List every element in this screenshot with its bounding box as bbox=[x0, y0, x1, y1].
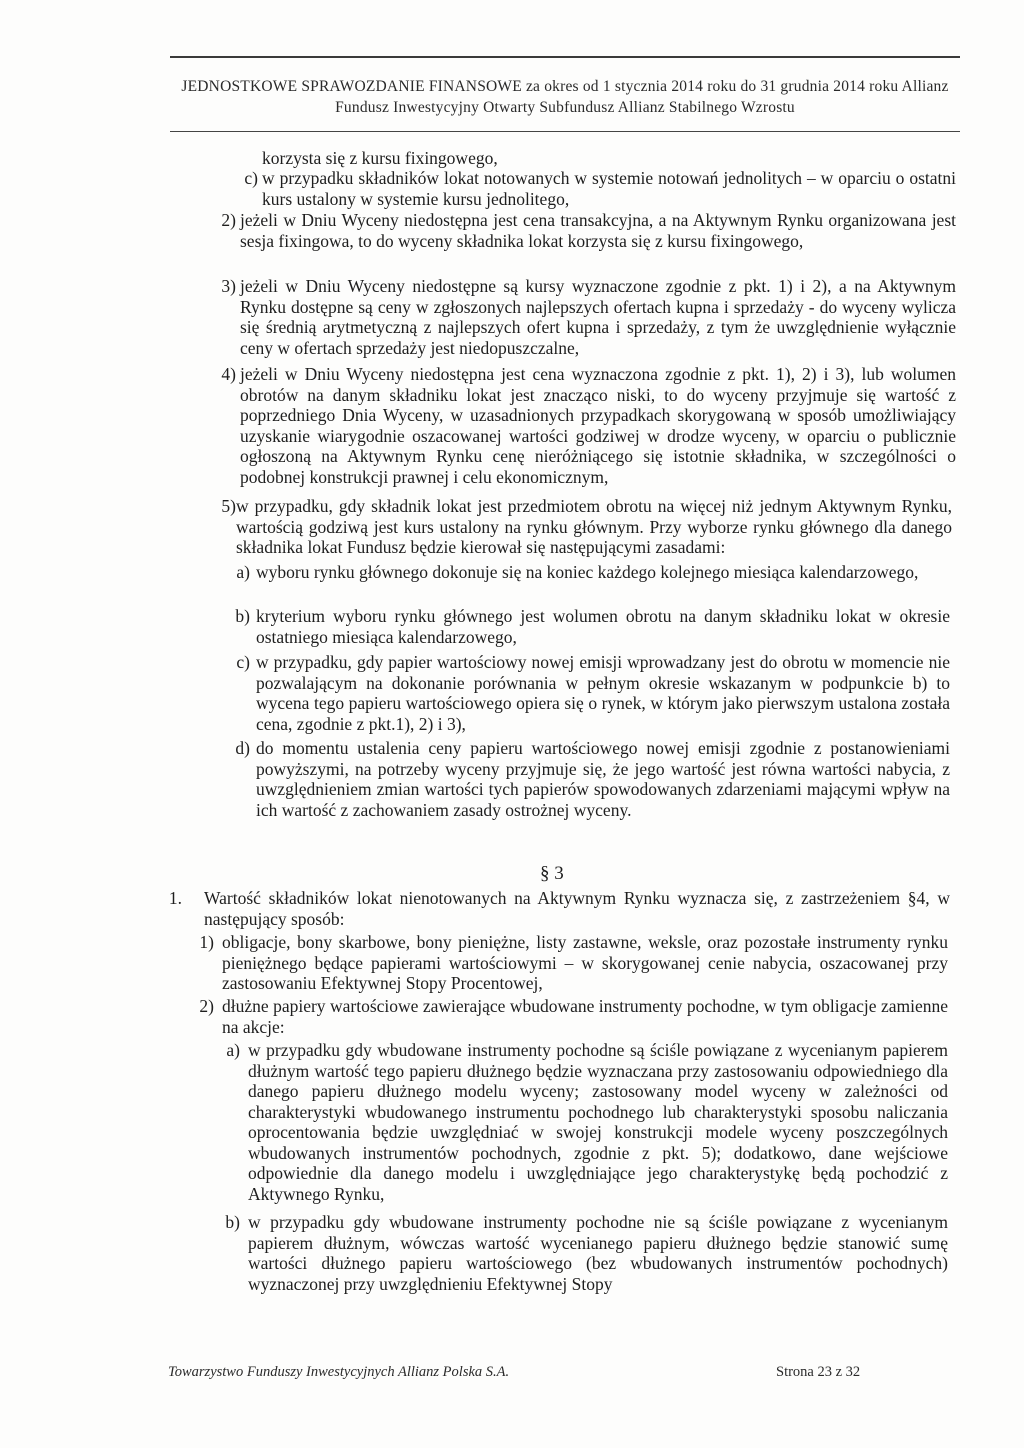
para-1-item-2-text: dłużne papiery wartościowe zawierające wbudowane instrumenty pochodne, w tym obligacje zamienne na akcje: bbox=[222, 996, 948, 1037]
item-4-label: 4) bbox=[221, 364, 236, 384]
item-5c-label: c) bbox=[236, 652, 250, 672]
para-1-label: 1. bbox=[168, 888, 182, 908]
item-3-label: 3) bbox=[221, 276, 236, 296]
item-2-label: 2) bbox=[221, 210, 236, 230]
para-1-item-2b-label: b) bbox=[225, 1212, 240, 1232]
item-5b-label: b) bbox=[235, 606, 250, 626]
item-5d-text: do momentu ustalenia ceny papieru wartościowego nowej emisji zgodnie z postanowieniami powyższymi, na potrzeby wyceny przyjmuje się, że jego wartość jest równa wartości nabycia, z uwzględnieniem zmian wartości tych papierów spowodowanych zdarzeniami mającymi wpływ na ich wartość z zachowaniem zasady ostrożnej wyceny. bbox=[256, 738, 950, 820]
item-2-text: jeżeli w Dniu Wyceny niedostępna jest cena transakcyjna, a na Aktywnym Rynku organizowana jest sesja fixingowa, to do wyceny składnika lokat korzysta się z kursu fixingowego, bbox=[240, 210, 956, 251]
para-1-item-1-text: obligacje, bony skarbowe, bony pieniężne, listy zastawne, weksle, oraz pozostałe instrumenty rynku pieniężnego będące papierami wartościowymi – w skorygowanej cenie nabycia, oszacowanej przy zastosowaniu Efektywnej Stopy Procentowej, bbox=[222, 932, 948, 993]
item-5c-text: w przypadku, gdy papier wartościowy nowej emisji wprowadzany jest do obrotu w momencie nie pozwalającym na dokonanie porównania w pełnym okresie wskazanym w podpunkcie b) to wycena tego papieru wartościowego opiera się o rynek, w którym jako pierwszym ustalona została cena, zgodnie z pkt.1), 2) i 3), bbox=[256, 652, 950, 734]
item-c-label: c) bbox=[244, 168, 258, 188]
item-c-text: w przypadku składników lokat notowanych w systemie notowań jednolitych – w oparciu o ostatni kurs ustalony w systemie kursu jednolitego, bbox=[262, 168, 956, 209]
para-1-item-2a-label: a) bbox=[226, 1040, 240, 1060]
para-1-item-2b-text: w przypadku gdy wbudowane instrumenty pochodne nie są ściśle powiązane z wycenianym papierem dłużnym, wówczas wartość wycenianego papieru dłużnego będzie stanowić sumę wartości dłużnego papieru wartościowego (bez wbudowanych instrumentów pochodnych) wyznaczonej przy uwzględnieniu Efektywnej Stopy bbox=[248, 1212, 948, 1294]
item-5a-label: a) bbox=[236, 562, 250, 582]
item-3-text: jeżeli w Dniu Wyceny niedostępne są kursy wyznaczone zgodnie z pkt. 1) i 2), a na Aktywnym Rynku dostępne są ceny w zgłoszonych najlepszych ofertach kupna i sprzedaży - do wyceny wylicza się średnią arytmetyczną z najlepszych ofert kupna i sprzedaży, z tym że uwzględnienie wyłącznie ceny w ofertach sprzedaży jest niedopuszczalne, bbox=[240, 276, 956, 358]
para-1-item-1-label: 1) bbox=[199, 932, 214, 952]
footer-page-number: Strona 23 z 32 bbox=[776, 1364, 861, 1380]
item-5-text: w przypadku, gdy składnik lokat jest przedmiotem obrotu na więcej niż jednym Aktywnym Rynku, wartością godziwą jest kurs ustalony na rynku głównym. Przy wyborze rynku głównego dla danego składnika lokat Fundusz będzie kierował się następującymi zasadami: bbox=[236, 496, 952, 557]
item-5-label: 5) bbox=[221, 496, 236, 516]
page-header bbox=[170, 56, 960, 118]
para-1-item-2-label: 2) bbox=[199, 996, 214, 1016]
para-1-text: Wartość składników lokat nienotowanych na Aktywnym Rynku wyznacza się, z zastrzeżeniem §4, w następujący sposób: bbox=[204, 888, 950, 929]
header-line-2: Fundusz Inwestycyjny Otwarty Subfundusz Allianz Stabilnego Wzrostu bbox=[335, 99, 795, 116]
item-5d-label: d) bbox=[235, 738, 250, 758]
header-line-1: JEDNOSTKOWE SPRAWOZDANIE FINANSOWE za okres od 1 stycznia 2014 roku do 31 grudnia 2014 roku Allianz bbox=[181, 78, 949, 95]
item-5b-text: kryterium wyboru rynku głównego jest wolumen obrotu na danym składniku lokat w okresie ostatniego miesiąca kalendarzowego, bbox=[256, 606, 950, 647]
footer-company-name: Towarzystwo Funduszy Inwestycyjnych Allianz Polska S.A. bbox=[168, 1364, 510, 1380]
header-divider bbox=[170, 131, 960, 132]
item-4-text: jeżeli w Dniu Wyceny niedostępna jest cena wyznaczona zgodnie z pkt. 1), 2) i 3), lub wolumen obrotów na danym składniku lokat jest znacząco niski, to do wyceny przyjmuje się wartość z poprzedniego Dnia Wyceny, w uzasadnionych przypadkach skorygowaną w sposób umożliwiający uzyskanie wiarygodnie oszacowanej wartości godziwej w drodze wyceny, w oparciu o publicznie ogłoszoną na Aktywnym Rynku cenę nieróżniącego się istotnie składnika, w szczególności o podobnej konstrukcji prawnej i celu ekonomicznym, bbox=[240, 364, 956, 487]
section-heading: § 3 bbox=[540, 863, 564, 884]
item-5a-text: wyboru rynku głównego dokonuje się na koniec każdego kolejnego miesiąca kalendarzowego, bbox=[256, 562, 919, 582]
continuation-text: korzysta się z kursu fixingowego, bbox=[262, 148, 498, 168]
para-1-item-2a-text: w przypadku gdy wbudowane instrumenty pochodne są ściśle powiązane z wycenianym papierem dłużnym wartość tego papieru dłużnego będzie wyznaczana przy zastosowaniu odpowiedniego dla danego papieru dłużnego modelu wyceny; zastosowany model wyceny w zależności od charakterystyki wbudowanego instrumentu pochodnego lub charakterystyki sposobu naliczania oprocentowania będzie uwzględniać w swojej konstrukcji modele wyceny poszczególnych wbudowanych instrumentów pochodnych, zgodnie z pkt. 5); dodatkowo, dane wejściowe odpowiednie dla danego modelu i uwzględniające jego charakterystykę będą pochodzić z Aktywnego Rynku, bbox=[248, 1040, 948, 1204]
